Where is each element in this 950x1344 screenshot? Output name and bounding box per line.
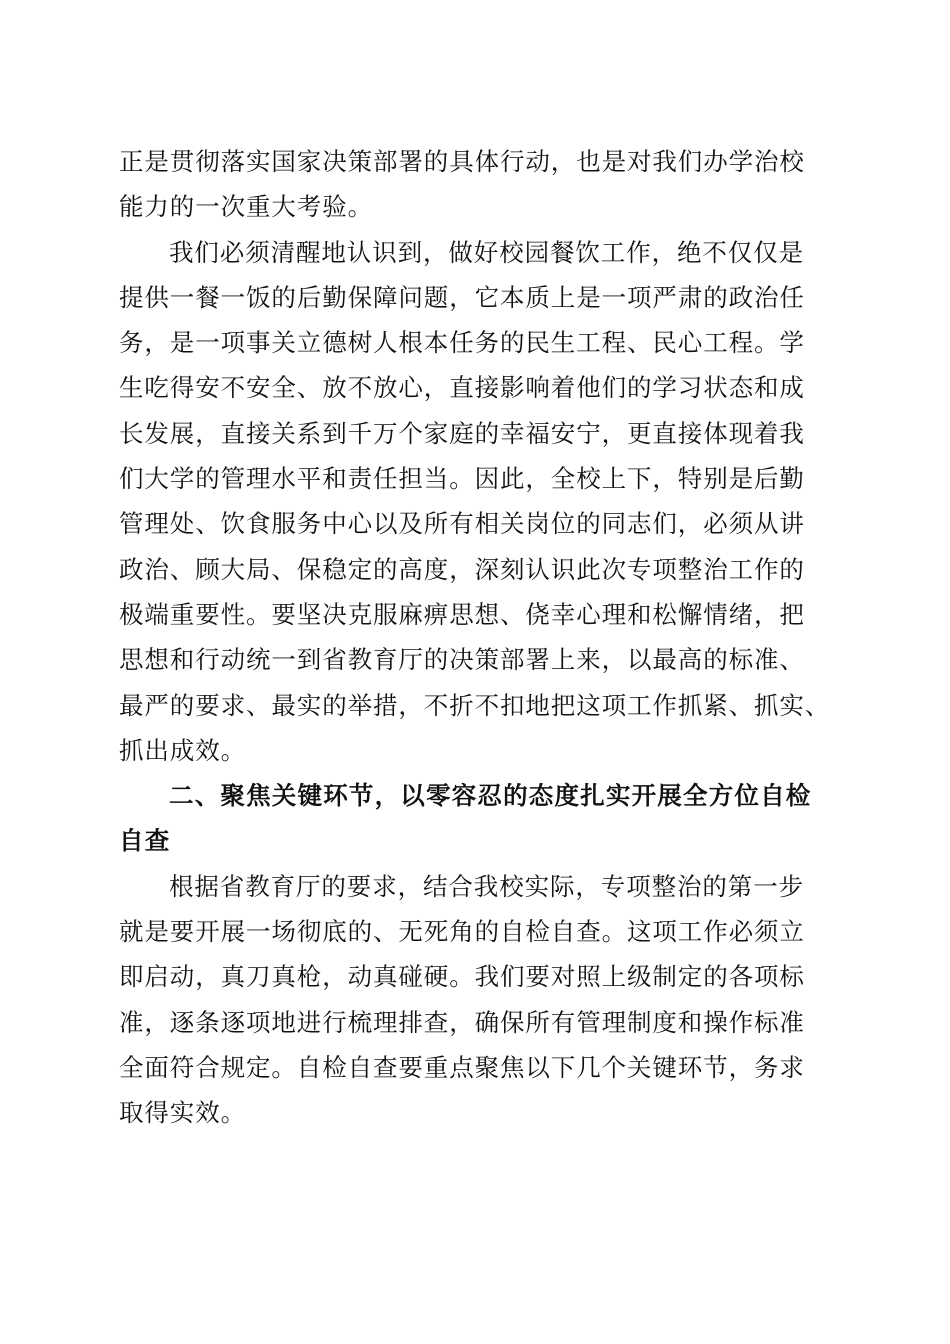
paragraph-1 xyxy=(119,139,839,230)
text-line: 准，逐条逐项地进行梳理排查，确保所有管理制度和操作标准 xyxy=(119,1007,805,1037)
text-line: 生吃得安不安全、放不放心，直接影响着他们的学习状态和成 xyxy=(119,373,805,403)
text-line: 思想和行动统一到省教育厅的决策部署上来，以最高的标准、 xyxy=(119,645,805,675)
paragraph-3 xyxy=(119,864,839,1136)
text-line: 长发展，直接关系到千万个家庭的幸福安宁，更直接体现着我 xyxy=(119,418,805,448)
text-line: 全面符合规定。自检自查要重点聚焦以下几个关键环节，务求 xyxy=(119,1052,805,1082)
text-line: 能力的一次重大考验。 xyxy=(119,192,373,222)
paragraph-2 xyxy=(119,230,839,774)
text-line: 提供一餐一饭的后勤保障问题，它本质上是一项严肃的政治任 xyxy=(119,282,805,312)
text-line: 我们必须清醒地认识到，做好校园餐饮工作，绝不仅仅是 xyxy=(169,237,804,267)
text-line: 就是要开展一场彻底的、无死角的自检自查。这项工作必须立 xyxy=(119,917,805,947)
text-line: 正是贯彻落实国家决策部署的具体行动，也是对我们办学治校 xyxy=(119,147,805,176)
text-line: 政治、顾大局、保稳定的高度，深刻认识此次专项整治工作的 xyxy=(119,554,805,584)
document-body xyxy=(119,139,839,1136)
text-line: 最严的要求、最实的举措，不折不扣地把这项工作抓紧、抓实、 xyxy=(119,690,831,720)
text-line: 管理处、饮食服务中心以及所有相关岗位的同志们，必须从讲 xyxy=(119,509,805,539)
heading-line: 二、聚焦关键环节，以零容忍的态度扎实开展全方位自检 xyxy=(169,781,812,811)
section-heading-2 xyxy=(119,773,839,864)
text-line: 务，是一项事关立德树人根本任务的民生工程、民心工程。学 xyxy=(119,328,805,358)
text-line: 极端重要性。要坚决克服麻痹思想、侥幸心理和松懈情绪，把 xyxy=(119,599,805,629)
text-line: 们大学的管理水平和责任担当。因此，全校上下，特别是后勤 xyxy=(119,464,805,494)
text-line: 取得实效。 xyxy=(119,1098,246,1128)
heading-line: 自查 xyxy=(119,826,171,856)
text-line: 根据省教育厅的要求，结合我校实际，专项整治的第一步 xyxy=(169,871,804,901)
text-line: 抓出成效。 xyxy=(119,735,246,765)
text-line: 即启动，真刀真枪，动真碰硬。我们要对照上级制定的各项标 xyxy=(119,962,805,992)
